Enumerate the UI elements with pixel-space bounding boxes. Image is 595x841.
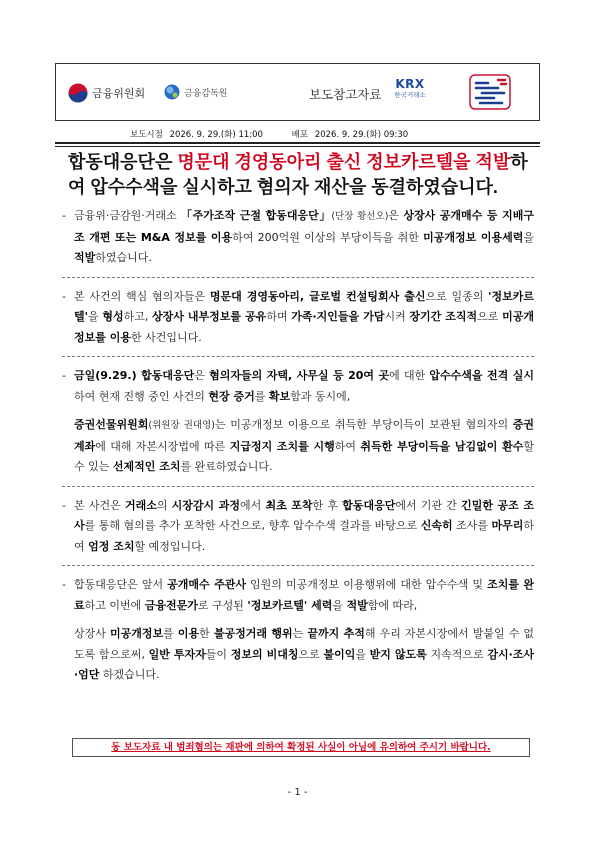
paragraph-summary: - 금융위·금감원·거래소 「주가조작 근절 합동대응단」(단장 황선오)은 상장사 공개매수 등 지배구조 개편 또는 M&A 정보를 이용하여 200억원 이상의 부당이득을 취한 미공개정보 이용세력을 적발하였습니다.: [62, 209, 535, 264]
krx-mark: KRX: [395, 77, 425, 91]
paragraph-suspects: - 본 사건의 핵심 혐의자들은 명문대 경영동아리, 글로벌 컨설팅회사 출신으로 일종의 '정보카르텔'을 형성하고, 상장사 내부정보를 공유하며 가족·지인들을 가담시켜 장기간 조직적으로 미공개정보를 이용한 사건입니다.: [62, 289, 535, 344]
taskforce-logo-icon: [468, 73, 512, 111]
divider: [62, 565, 534, 566]
divider: [62, 486, 534, 487]
divider: [62, 277, 534, 278]
body: [62, 206, 534, 686]
paragraph-detection: - 본 사건은 거래소의 시장감시 과정에서 최초 포착한 후 합동대응단에서 기관 간 긴밀한 공조 조사를 통해 혐의를 추가 포착한 사건으로, 향후 압수수색 결과를 바탕으로 신속히 조사를 마무리하여 엄정 조치할 예정입니다.: [62, 498, 534, 553]
legal-notice-text: 동 보도자료 내 범죄혐의는 재판에 의하여 확정된 사실이 아님에 유의하여 주시기 바랍니다.: [111, 742, 491, 753]
headline: 합동대응단은 명문대 경영동아리 출신 정보카르텔을 적발하여 압수수색을 실시하고 혐의자 재산을 동결하였습니다.: [68, 152, 528, 197]
headline-highlight: 명문대 경영동아리 출신 정보카르텔을 적발: [177, 152, 511, 172]
krx-logo: [389, 78, 431, 100]
paragraph-raid: - 금일(9.29.) 합동대응단은 혐의자들의 자택, 사무실 등 20여 곳에 대한 압수수색을 전격 실시하여 현재 진행 중인 사건의 현장 증거를 확보함과 동시에,: [62, 369, 535, 403]
header-rule-thick: [55, 142, 540, 144]
krx-name: 한국거래소: [394, 91, 426, 99]
release-dates: [130, 128, 412, 140]
paragraph-commitment: 상장사 미공개정보를 이용한 불공정거래 행위는 끝까지 추적해 우리 자본시장에서 발붙일 수 없도록 함으로써, 일반 투자자들이 정보의 비대칭으로 불이익을 받지 않도록 지속적으로 감시·조사·엄단 하겠습니다.: [74, 627, 535, 681]
release-label: 보도시점: [130, 130, 163, 140]
fss-logo: [164, 84, 227, 100]
header-box: [55, 63, 540, 121]
legal-notice: [72, 738, 530, 757]
release-value: 2026. 9. 29.(화) 11:00: [169, 130, 263, 140]
paragraph-freeze: 증권선물위원회(위원장 권대영)는 미공개정보 이용으로 취득한 부당이득이 보관된 혐의자의 증권계좌에 대해 자본시장법에 따른 지급정지 조치를 시행하여 취득한 부당이득을 남김없이 환수할 수 있는 선제적인 조치를 완료하였습니다.: [74, 418, 535, 473]
divider: [62, 356, 534, 357]
document-type: 보도참고자료: [309, 87, 382, 102]
fsc-emblem-icon: [68, 83, 88, 103]
fsc-logo: [68, 83, 145, 103]
fsc-name: 금융위원회: [92, 87, 146, 100]
fss-emblem-icon: [164, 84, 180, 100]
header-rule-thin: [55, 146, 540, 147]
distribution-label: 배포: [291, 130, 309, 140]
fss-name: 금융감독원: [184, 88, 228, 99]
page-number: - 1 -: [287, 787, 308, 798]
distribution-value: 2026. 9. 29.(화) 09:30: [314, 130, 409, 140]
paragraph-previous: - 합동대응단은 앞서 공개매수 주관사 임원의 미공개정보 이용행위에 대한 압수수색 및 조치를 완료하고 이번에 금융전문가로 구성된 '정보카르텔' 세력을 적발함에 따라,: [62, 578, 534, 612]
